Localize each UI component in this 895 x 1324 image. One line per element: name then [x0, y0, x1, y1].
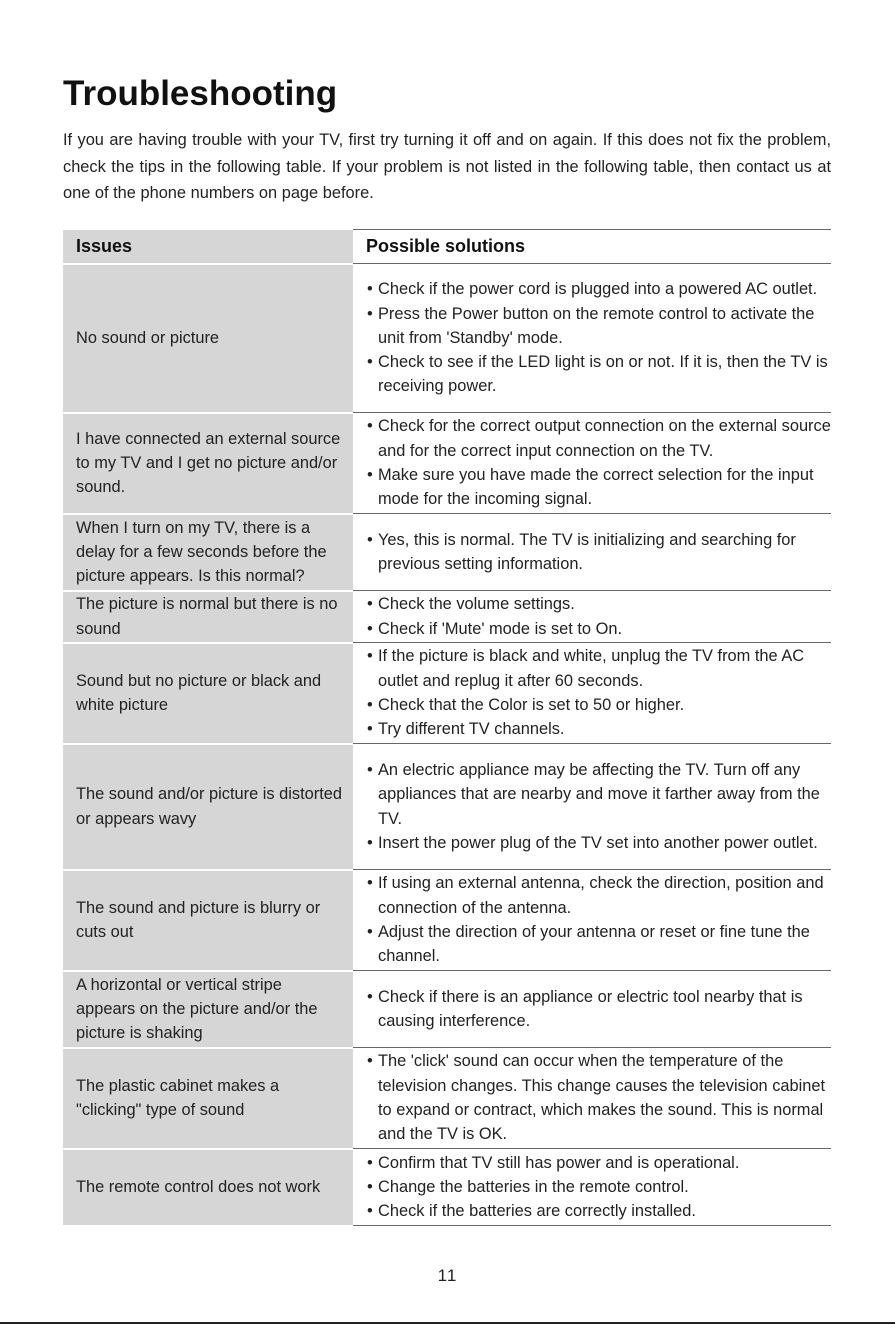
solution-text: Check if 'Mute' mode is set to On.: [378, 619, 623, 638]
table-row: [63, 744, 831, 870]
bullet-icon: •: [367, 619, 373, 638]
solutions-list: [367, 592, 831, 641]
bullet-icon: •: [367, 530, 373, 549]
solution-text: If the picture is black and white, unplug the TV from the AC outlet and replug it after 60 seconds.: [378, 647, 805, 690]
bullet-icon: •: [367, 833, 373, 852]
issue-cell: No sound or picture: [63, 264, 353, 413]
bullet-icon: •: [367, 595, 373, 614]
solution-text: Adjust the direction of your antenna or reset or fine tune the channel.: [378, 923, 810, 966]
solution-text: Check the volume settings.: [378, 595, 575, 614]
table-body: [63, 264, 831, 1226]
solutions-list: [367, 644, 831, 741]
issue-cell: The plastic cabinet makes a "clicking" type of sound: [63, 1048, 353, 1149]
solution-item: [367, 920, 831, 969]
table-header-row: [63, 230, 831, 264]
solutions-list: [367, 1049, 831, 1146]
solution-item: [367, 1049, 831, 1146]
solutions-cell: [353, 643, 831, 744]
solutions-list: [367, 277, 831, 398]
intro-paragraph: If you are having trouble with your TV, first try turning it off and on again. If this does not fix the problem, check the tips in the following table. If your problem is not listed in the following table, then contact us at one of the phone numbers on page before.: [63, 131, 831, 202]
solution-item: [367, 277, 831, 301]
bullet-icon: •: [367, 417, 373, 436]
solution-item: [367, 717, 831, 741]
bullet-icon: •: [367, 987, 373, 1006]
solution-item: [367, 831, 831, 855]
bullet-icon: •: [367, 1052, 373, 1071]
solution-item: [367, 350, 831, 399]
issue-cell: Sound but no picture or black and white picture: [63, 643, 353, 744]
solutions-cell: [353, 1149, 831, 1226]
solution-text: Check if the batteries are correctly installed.: [378, 1202, 696, 1221]
solution-text: Check if the power cord is plugged into a powered AC outlet.: [378, 280, 818, 299]
issue-cell: I have connected an external source to my TV and I get no picture and/or sound.: [63, 413, 353, 514]
issue-cell: When I turn on my TV, there is a delay for a few seconds before the picture appears. Is this normal?: [63, 514, 353, 591]
solution-item: [367, 302, 831, 351]
table-row: [63, 1048, 831, 1149]
bullet-icon: •: [367, 720, 373, 739]
solutions-list: [367, 871, 831, 968]
solution-text: Make sure you have made the correct selection for the input mode for the incoming signal.: [378, 466, 814, 509]
solution-text: Change the batteries in the remote control.: [378, 1177, 689, 1196]
solution-text: Confirm that TV still has power and is operational.: [378, 1153, 740, 1172]
table-row: [63, 514, 831, 591]
solution-text: Yes, this is normal. The TV is initializing and searching for previous setting information.: [378, 530, 796, 573]
solutions-cell: [353, 264, 831, 413]
solution-item: [367, 617, 831, 641]
bullet-icon: •: [367, 647, 373, 666]
solutions-cell: [353, 514, 831, 591]
bullet-icon: •: [367, 466, 373, 484]
solution-item: [367, 693, 831, 717]
bullet-icon: •: [367, 1153, 373, 1172]
solution-item: [367, 528, 831, 577]
solution-text: Check that the Color is set to 50 or higher.: [378, 696, 685, 714]
solutions-list: [367, 528, 831, 577]
bullet-icon: •: [367, 353, 373, 372]
issue-cell: The picture is normal but there is no sound: [63, 591, 353, 643]
solution-text: The 'click' sound can occur when the temperature of the television changes. This change causes the television cabinet to expand or contract, which makes the sound. This is normal and the TV is OK.: [378, 1052, 826, 1144]
solutions-cell: [353, 413, 831, 514]
solution-item: [367, 985, 831, 1034]
bullet-icon: •: [367, 280, 373, 299]
solution-text: Check for the correct output connection on the external source and for the correct input connection on the TV.: [378, 417, 831, 460]
bullet-icon: •: [367, 1177, 373, 1196]
table-row: [63, 870, 831, 971]
solution-text: Insert the power plug of the TV set into another power outlet.: [378, 833, 818, 852]
issue-cell: The sound and picture is blurry or cuts out: [63, 870, 353, 971]
solutions-cell: [353, 591, 831, 643]
solutions-column-header: Possible solutions: [353, 230, 831, 264]
solution-item: [367, 1151, 831, 1175]
solution-text: Press the Power button on the remote control to activate the unit from 'Standby' mode.: [378, 304, 815, 347]
table-row: [63, 413, 831, 514]
solution-item: [367, 1199, 831, 1223]
issues-column-header: Issues: [63, 230, 353, 264]
bullet-icon: •: [367, 1202, 373, 1221]
solutions-list: [367, 414, 831, 511]
solutions-cell: [353, 870, 831, 971]
solutions-list: [367, 758, 831, 855]
solution-item: [367, 758, 831, 831]
table-row: [63, 643, 831, 744]
table-row: [63, 264, 831, 413]
page-number: 11: [437, 1266, 458, 1285]
bullet-icon: •: [367, 923, 373, 941]
solutions-list: [367, 985, 831, 1034]
solution-item: [367, 463, 831, 512]
solution-text: Try different TV channels.: [378, 720, 565, 739]
solution-item: [367, 592, 831, 616]
solutions-list: [367, 1151, 831, 1224]
solution-item: [367, 644, 831, 693]
solutions-cell: [353, 971, 831, 1048]
solution-text: If using an external antenna, check the direction, position and connection of the antenna.: [378, 874, 824, 917]
troubleshooting-table: [63, 229, 831, 1227]
bullet-icon: •: [367, 696, 373, 714]
table-row: [63, 971, 831, 1048]
solution-text: An electric appliance may be affecting the TV. Turn off any appliances that are nearby and move it farther away from the TV.: [378, 760, 820, 828]
page-title: Troubleshooting: [63, 74, 338, 113]
bullet-icon: •: [367, 304, 373, 323]
solutions-cell: [353, 1048, 831, 1149]
bullet-icon: •: [367, 874, 373, 893]
solution-item: [367, 414, 831, 463]
solution-item: [367, 1175, 831, 1199]
issue-cell: The remote control does not work: [63, 1149, 353, 1226]
bullet-icon: •: [367, 760, 373, 779]
solutions-cell: [353, 744, 831, 870]
table-row: [63, 1149, 831, 1226]
issue-cell: The sound and/or picture is distorted or appears wavy: [63, 744, 353, 870]
issue-cell: A horizontal or vertical stripe appears on the picture and/or the picture is shaking: [63, 971, 353, 1048]
solution-text: Check to see if the LED light is on or not. If it is, then the TV is receiving power.: [378, 353, 828, 396]
solution-text: Check if there is an appliance or electric tool nearby that is causing interference.: [378, 987, 803, 1030]
solution-item: [367, 871, 831, 920]
table-row: [63, 591, 831, 643]
